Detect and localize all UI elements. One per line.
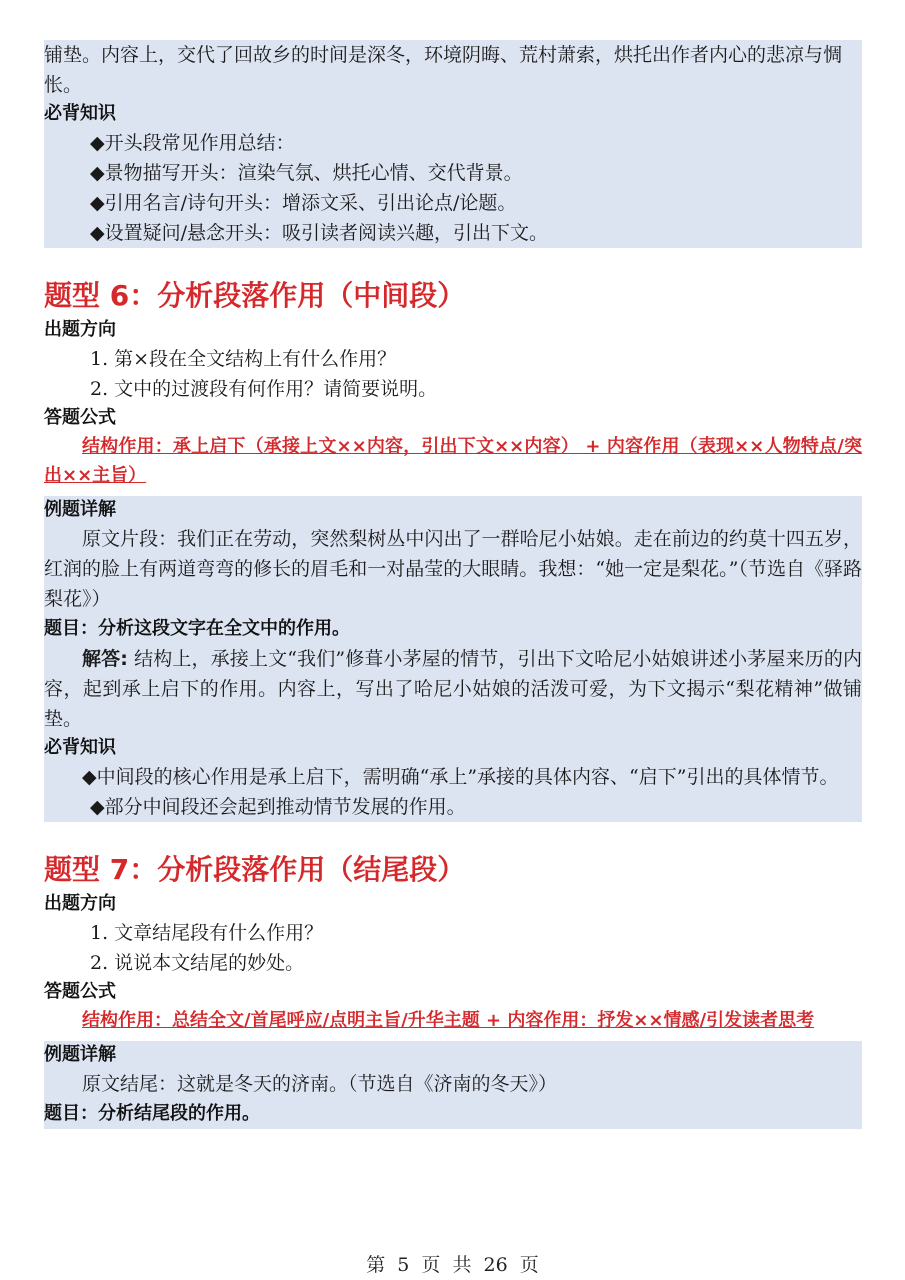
type7-example-label: 例题详解 [44, 1044, 116, 1065]
type7-example-block [44, 1041, 862, 1129]
must-know-item: ◆开头段常见作用总结： [90, 132, 295, 154]
type6-direction-label: 出题方向 [44, 319, 116, 340]
page-footer: 第 5 页 共 26 页 [366, 1254, 539, 1276]
type7-formula-label: 答题公式 [44, 981, 116, 1002]
type7-question-title: 题目：分析结尾段的作用。 [44, 1103, 260, 1124]
type6-formula-text: 结构作用：承上启下（承接上文××内容，引出下文××内容） + 内容作用（表现××人物特点/突出××主旨） [44, 436, 862, 486]
type6-must-know-item: ◆部分中间段还会起到推动情节发展的作用。 [90, 796, 466, 818]
type6-formula [44, 432, 862, 490]
type6-question-1: 1. 第×段在全文结构上有什么作用？ [90, 348, 397, 370]
type6-example-block [44, 496, 862, 822]
type6-formula-label: 答题公式 [44, 407, 116, 428]
type7-formula-text: 结构作用：总结全文/首尾呼应/点明主旨/升华主题 + 内容作用：抒发××情感/引发读者思考 [82, 1010, 815, 1031]
type6-passage: 原文片段：我们正在劳动，突然梨树丛中闪出了一群哈尼小姑娘。走在前边的约莫十四五岁，红润的脸上有两道弯弯的修长的眉毛和一对晶莹的大眼睛。我想：“她一定是梨花。”（节选自《驿路梨花》） [44, 528, 862, 610]
type6-question-2: 2. 文中的过渡段有何作用？请简要说明。 [90, 378, 438, 400]
type6-must-know-item: ◆中间段的核心作用是承上启下，需明确“承上”承接的具体内容、“启下”引出的具体情节。 [82, 766, 839, 788]
type6-question-title: 题目：分析这段文字在全文中的作用。 [44, 618, 350, 639]
must-know-item: ◆设置疑问/悬念开头：吸引读者阅读兴趣，引出下文。 [90, 222, 549, 244]
type6-example-label: 例题详解 [44, 499, 116, 520]
type6-answer-text: 结构上，承接上文“我们”修葺小茅屋的情节，引出下文哈尼小姑娘讲述小茅屋来历的内容，起到承上启下的作用。内容上，写出了哈尼小姑娘的活泼可爱，为下文揭示“梨花精神”做铺垫。 [44, 648, 862, 730]
type6-must-know-label: 必背知识 [44, 737, 116, 758]
must-know-label: 必背知识 [44, 103, 116, 124]
document-page [44, 40, 862, 1129]
type7-direction-label: 出题方向 [44, 893, 116, 914]
type7-question-1: 1. 文章结尾段有什么作用？ [90, 922, 324, 944]
answer-label: 解答: [82, 648, 128, 670]
must-know-item: ◆景物描写开头：渲染气氛、烘托心情、交代背景。 [90, 162, 523, 184]
type6-title: 题型 6：分析段落作用（中间段） [44, 279, 466, 312]
type7-passage: 原文结尾：这就是冬天的济南。（节选自《济南的冬天》） [82, 1073, 558, 1095]
type6-answer [44, 644, 862, 734]
type7-title: 题型 7：分析段落作用（结尾段） [44, 853, 466, 886]
type7-question-2: 2. 说说本文结尾的妙处。 [90, 952, 305, 974]
type7-formula [44, 1006, 862, 1035]
continued-answer-text: 铺垫。内容上，交代了回故乡的时间是深冬，环境阴晦、荒村萧索，烘托出作者内心的悲凉与惆怅。 [44, 44, 843, 96]
top-shaded-block [44, 40, 862, 248]
must-know-item: ◆引用名言/诗句开头：增添文采、引出论点/论题。 [90, 192, 517, 214]
